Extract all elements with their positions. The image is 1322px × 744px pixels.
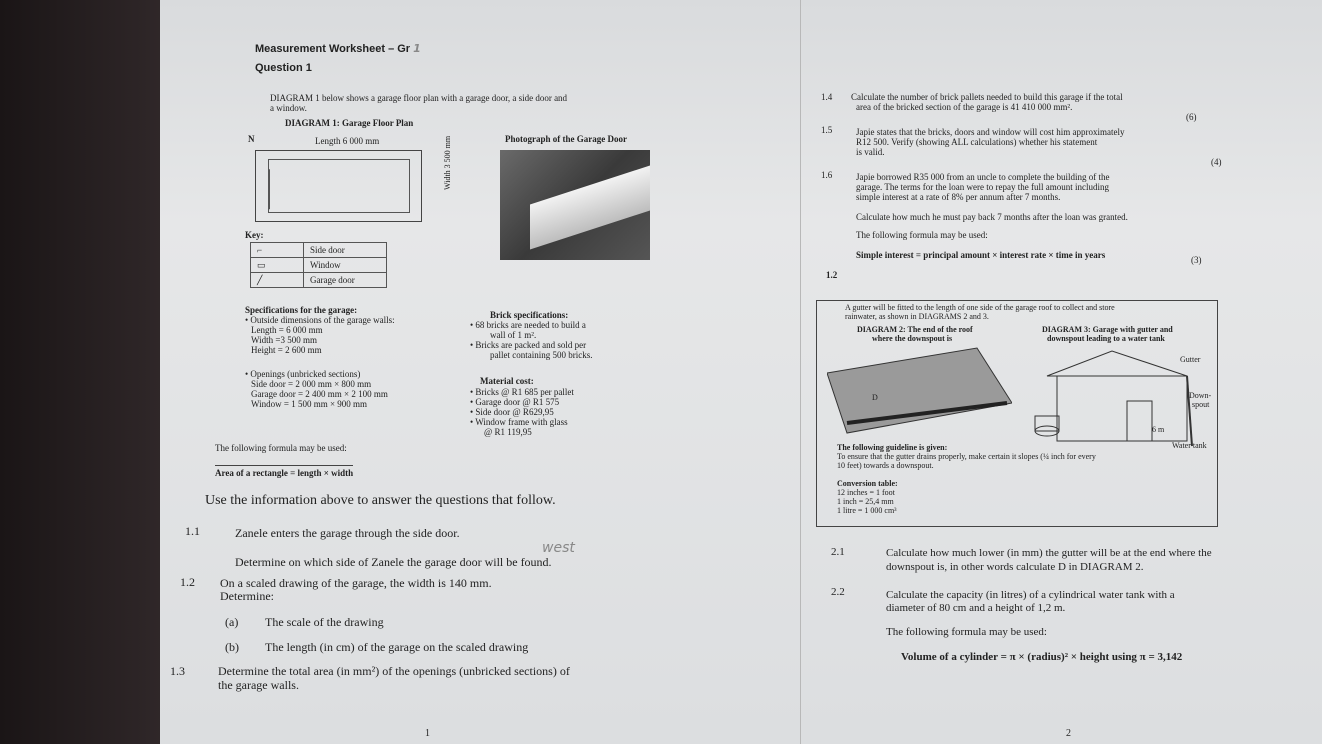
conversion-row: 12 inches = 1 foot [837,488,895,497]
conversion-title: Conversion table: [837,479,898,488]
downspout-label: Down- [1189,391,1212,400]
diagram2-drawing [827,343,1012,438]
garage-door-photo [500,150,650,260]
cylinder-volume-formula: Volume of a cylinder = π × (radius)² × height using π = 3,142 [901,651,1183,663]
conversion-row: 1 litre = 1 000 cm³ [837,506,897,515]
floor-plan [255,150,422,222]
spec-line: • Openings (unbricked sections) [245,369,361,379]
gutter-intro: A gutter will be fitted to the length of one side of the garage roof to collect and store [845,303,1115,312]
q2-2-number: 2.2 [831,586,845,598]
q1-6-number: 1.6 [821,170,833,180]
q1-1-text: Zanele enters the garage through the side door. [235,526,460,540]
material-line: • Window frame with glass [470,417,568,427]
q1-5-text-3: is valid. [856,147,885,157]
q1-4-text-2: area of the bricked section of the garage is 41 410 000 mm². [856,102,1073,112]
spec-line: Garage door = 2 400 mm × 2 100 mm [251,389,388,399]
key-window: Window [304,258,387,273]
q2-1-text: Calculate how much lower (in mm) the gutter will be at the end where the [886,547,1212,559]
spec-line: Width =3 500 mm [251,335,317,345]
q1-1-question: Determine on which side of Zanele the garage door will be found. [235,555,552,569]
side-door-symbol: ⌐ [251,243,304,258]
worksheet-title: Measurement Worksheet – Gr 1 [255,42,421,55]
area-formula: Area of a rectangle = length × width [215,465,353,478]
q1-6-text: Japie borrowed R35 000 from an uncle to complete the building of the [856,172,1110,182]
guideline-text-2: 10 feet) towards a downspout. [837,461,934,470]
diagram2-title-2: where the downspout is [872,334,953,343]
key-row [251,258,387,273]
garage-door-symbol [255,163,270,210]
key-row [251,243,387,258]
q1-2-number: 1.2 [180,575,195,589]
length-label: Length 6 000 mm [315,136,380,146]
brick-line: wall of 1 m². [490,330,537,340]
guideline-title: The following guideline is given: [837,443,948,452]
intro-text-2: a window. [270,103,307,113]
q1-4-number: 1.4 [821,92,833,102]
conversion-row: 1 inch = 25,4 mm [837,497,894,506]
page-number-2: 2 [1066,728,1071,739]
q2-1-text-2: downspout is, in other words calculate D in DIAGRAM 2. [886,561,1144,573]
d-label: D [872,393,878,402]
q1-3-text: Determine the total area (in mm²) of the openings (unbricked sections) of [218,664,570,678]
right-page [800,0,1322,744]
material-line: • Side door @ R629,95 [470,407,554,417]
diagram3-title: DIAGRAM 3: Garage with gutter and [1042,325,1173,334]
key-table [250,242,387,288]
material-cost-list [470,387,574,437]
water-tank-label: Water tank [1172,441,1207,450]
section-1-2-heading: 1.2 [826,270,838,280]
q1-5-text: Japie states that the bricks, doors and window will cost him approximately [856,127,1125,137]
gutter-diagram-box [816,300,1218,527]
q1-6-marks: (3) [1191,255,1202,265]
six-metre-label: 6 m [1152,425,1165,434]
q1-6-text-3: simple interest at a rate of 8% per annum after 7 months. [856,192,1061,202]
handwritten-answer: west [542,540,575,556]
key-row [251,273,387,288]
q1-5-number: 1.5 [821,125,833,135]
spec-line: • Outside dimensions of the garage walls: [245,315,395,325]
left-page [160,0,780,744]
spec-title: Specifications for the garage: [245,305,358,315]
q1-2b-text: The length (in cm) of the garage on the scaled drawing [265,640,529,654]
width-label: Width 3 500 mm [443,135,452,190]
key-side-door: Side door [304,243,387,258]
key-label: Key: [245,230,264,240]
intro-text: DIAGRAM 1 below shows a garage floor plan with a garage door, a side door and [270,93,568,103]
worksheet-sheet [160,0,1322,744]
q1-6-text-5: The following formula may be used: [856,230,988,240]
q1-2a-label: (a) [225,615,239,629]
spec-line: Window = 1 500 mm × 900 mm [251,399,368,409]
compass-north: N [248,134,255,144]
q1-2a-text: The scale of the drawing [265,615,384,629]
simple-interest-formula: Simple interest = principal amount × interest rate × time in years [856,250,1106,260]
floor-plan-inner [268,159,410,213]
spec-line: Side door = 2 000 mm × 800 mm [251,379,372,389]
gutter-label: Gutter [1180,355,1201,364]
brick-spec-title: Brick specifications: [490,310,569,320]
q1-1-number: 1.1 [185,524,200,538]
q2-1-number: 2.1 [831,546,845,558]
material-line: • Bricks @ R1 685 per pallet [470,387,574,397]
garage-door-symbol-key: ╱ [251,273,304,288]
downspout-label-2: spout [1192,400,1210,409]
key-garage-door: Garage door [304,273,387,288]
brick-line: • Bricks are packed and sold per [470,340,587,350]
spec-line: Height = 2 600 mm [251,345,322,355]
spec-list [245,315,395,409]
page-number-1: 1 [425,728,430,739]
q2-2-text-3: The following formula may be used: [886,626,1047,638]
q1-2-determine: Determine: [220,589,274,603]
q1-5-text-2: R12 500. Verify (showing ALL calculations) whether his statement [856,137,1098,147]
q1-2-text: On a scaled drawing of the garage, the width is 140 mm. [220,576,492,590]
q1-2b-label: (b) [225,640,239,654]
material-line: • Garage door @ R1 575 [470,397,560,407]
formula-intro: The following formula may be used: [215,443,347,453]
window-symbol: ▭ [251,258,304,273]
diagram3-title-2: downspout leading to a water tank [1047,334,1165,343]
gutter-intro-2: rainwater, as shown in DIAGRAMS 2 and 3. [845,312,989,321]
q1-6-text-4: Calculate how much he must pay back 7 months after the loan was granted. [856,212,1128,222]
brick-line: • 68 bricks are needed to build a [470,320,586,330]
material-line: @ R1 119,95 [484,427,532,437]
q1-6-text-2: garage. The terms for the loan were to repay the full amount including [856,182,1109,192]
use-information-instruction: Use the information above to answer the questions that follow. [205,493,556,508]
q1-5-marks: (4) [1211,157,1222,167]
question-heading: Question 1 [255,62,312,74]
photo-title: Photograph of the Garage Door [505,134,627,144]
diagram1-title: DIAGRAM 1: Garage Floor Plan [285,118,414,128]
guideline-text: To ensure that the gutter drains properly, make certain it slopes (¼ inch for every [837,452,1096,461]
q1-3-text-2: the garage walls. [218,678,299,692]
material-cost-title: Material cost: [480,376,534,386]
q2-2-text-2: diameter of 80 cm and a height of 1,2 m. [886,602,1066,614]
q2-2-text: Calculate the capacity (in litres) of a cylindrical water tank with a [886,589,1175,601]
q1-3-number: 1.3 [170,664,185,678]
spec-line: Length = 6 000 mm [251,325,323,335]
q1-4-text: Calculate the number of brick pallets needed to build this garage if the total [851,92,1123,102]
q1-4-marks: (6) [1186,112,1197,122]
brick-line: pallet containing 500 bricks. [490,350,593,360]
brick-spec-list [470,320,592,360]
diagram2-title: DIAGRAM 2: The end of the roof [857,325,973,334]
